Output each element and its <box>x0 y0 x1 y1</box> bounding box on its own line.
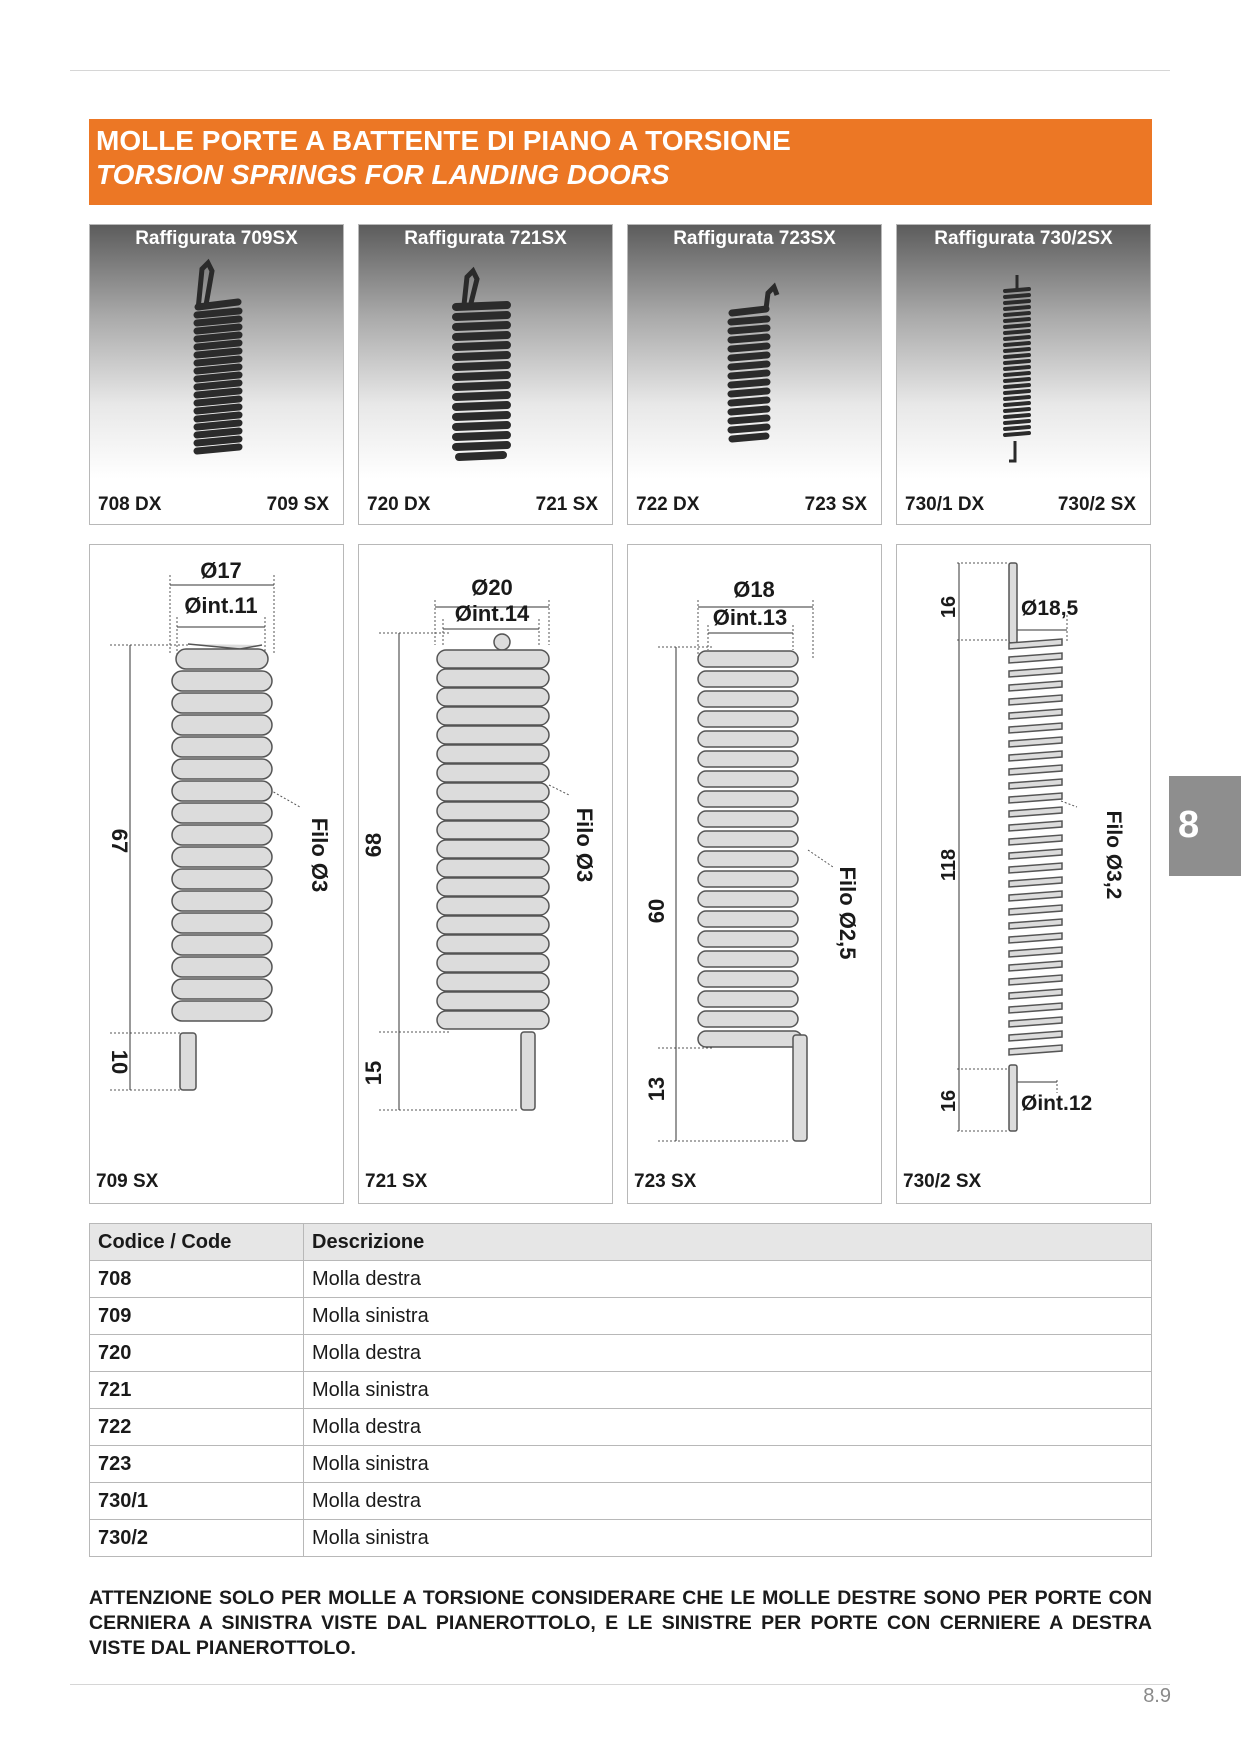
spring-photo <box>359 225 614 526</box>
table-row <box>90 1298 1152 1335</box>
spring-photo <box>628 225 883 526</box>
section-header <box>89 119 1152 205</box>
table-row <box>90 1335 1152 1372</box>
photo-code-left: 720 DX <box>367 494 431 515</box>
bottom-leg-length: 16 <box>938 1089 960 1113</box>
spring-drawing <box>90 545 345 1205</box>
inner-diameter: Øint.14 <box>454 601 530 626</box>
wire-diameter: Filo Ø3 <box>307 817 332 893</box>
title-italian: MOLLE PORTE A BATTENTE DI PIANO A TORSIONE <box>96 125 791 156</box>
photo-code-right: 709 SX <box>266 494 329 515</box>
cell-description: Molla destra <box>304 1483 1152 1520</box>
bottom-rule <box>70 1684 1170 1685</box>
section-tab: 8 <box>1169 776 1241 876</box>
outer-diameter: Ø18 <box>733 577 775 602</box>
photo-title: Raffigurata 723SX <box>673 228 836 249</box>
spring-drawing <box>359 545 614 1205</box>
photo-title: Raffigurata 730/2SX <box>934 228 1113 249</box>
body-length: 60 <box>644 898 669 924</box>
cell-description: Molla sinistra <box>304 1298 1152 1335</box>
drawing-723sx <box>627 544 882 1204</box>
cell-code: 730/2 <box>90 1520 304 1557</box>
cell-description: Molla destra <box>304 1335 1152 1372</box>
photo-code-right: 721 SX <box>535 494 598 515</box>
drawing-code: 721 SX <box>365 1171 428 1192</box>
outer-diameter: Ø17 <box>200 558 242 583</box>
inner-diameter: Øint.12 <box>1021 1092 1093 1115</box>
spring-photo <box>897 225 1152 526</box>
cell-description: Molla sinistra <box>304 1446 1152 1483</box>
table-row <box>90 1520 1152 1557</box>
spring-drawing <box>628 545 883 1205</box>
drawing-7302sx <box>896 544 1151 1204</box>
drawing-code: 730/2 SX <box>903 1171 982 1192</box>
drawing-code: 723 SX <box>634 1171 697 1192</box>
photo-709sx <box>89 224 344 525</box>
leg-length: 10 <box>107 1049 132 1075</box>
codes-table <box>89 1223 1152 1557</box>
cell-code: 708 <box>90 1261 304 1298</box>
spring-drawing <box>897 545 1152 1205</box>
wire-diameter: Filo Ø3,2 <box>1102 810 1125 900</box>
top-leg-length: 16 <box>938 595 960 619</box>
wire-diameter: Filo Ø3 <box>572 807 597 883</box>
spring-photo <box>90 225 345 526</box>
outer-diameter: Ø20 <box>471 575 513 600</box>
table-row <box>90 1483 1152 1520</box>
table-row <box>90 1261 1152 1298</box>
cell-description: Molla sinistra <box>304 1372 1152 1409</box>
column-header-description: Descrizione <box>304 1224 1152 1261</box>
column-header-code: Codice / Code <box>90 1224 304 1261</box>
photo-721sx <box>358 224 613 525</box>
body-length: 68 <box>361 832 386 858</box>
photo-title: Raffigurata 721SX <box>404 228 567 249</box>
photo-code-left: 708 DX <box>98 494 162 515</box>
drawing-721sx <box>358 544 613 1204</box>
page-number: 8.9 <box>1143 1685 1171 1707</box>
body-length: 67 <box>107 828 132 854</box>
cell-code: 723 <box>90 1446 304 1483</box>
cell-code: 709 <box>90 1298 304 1335</box>
leg-length: 15 <box>361 1060 386 1086</box>
photo-723sx <box>627 224 882 525</box>
table-row <box>90 1446 1152 1483</box>
body-length: 118 <box>938 848 960 882</box>
cell-description: Molla destra <box>304 1409 1152 1446</box>
warning-note: ATTENZIONE SOLO PER MOLLE A TORSIONE CONSIDERARE CHE LE MOLLE DESTRE SONO PER PORTE CON CERNIERA A SINISTRA VISTE DAL PIANEROTTOLO, E LE SINISTRE PER PORTE CON CERNIERE A DESTRA VISTE DAL PIANEROTTOLO. <box>89 1587 1152 1659</box>
leg-length: 13 <box>644 1076 669 1102</box>
top-rule <box>70 70 1170 71</box>
photo-code-right: 730/2 SX <box>1057 494 1136 515</box>
cell-code: 721 <box>90 1372 304 1409</box>
cell-description: Molla sinistra <box>304 1520 1152 1557</box>
photo-title: Raffigurata 709SX <box>135 228 298 249</box>
table-row <box>90 1372 1152 1409</box>
photo-code-left: 722 DX <box>636 494 700 515</box>
table-header-row <box>90 1224 1152 1261</box>
inner-diameter: Øint.13 <box>712 605 788 630</box>
photo-7302sx <box>896 224 1151 525</box>
cell-code: 720 <box>90 1335 304 1372</box>
drawing-709sx <box>89 544 344 1204</box>
title-english: TORSION SPRINGS FOR LANDING DOORS <box>96 159 670 190</box>
wire-diameter: Filo Ø2,5 <box>835 866 860 960</box>
photo-code-left: 730/1 DX <box>905 494 985 515</box>
inner-diameter: Øint.11 <box>184 593 258 618</box>
photo-code-right: 723 SX <box>804 494 867 515</box>
cell-code: 730/1 <box>90 1483 304 1520</box>
table-row <box>90 1409 1152 1446</box>
outer-diameter: Ø18,5 <box>1021 597 1079 620</box>
cell-description: Molla destra <box>304 1261 1152 1298</box>
drawing-code: 709 SX <box>96 1171 159 1192</box>
cell-code: 722 <box>90 1409 304 1446</box>
